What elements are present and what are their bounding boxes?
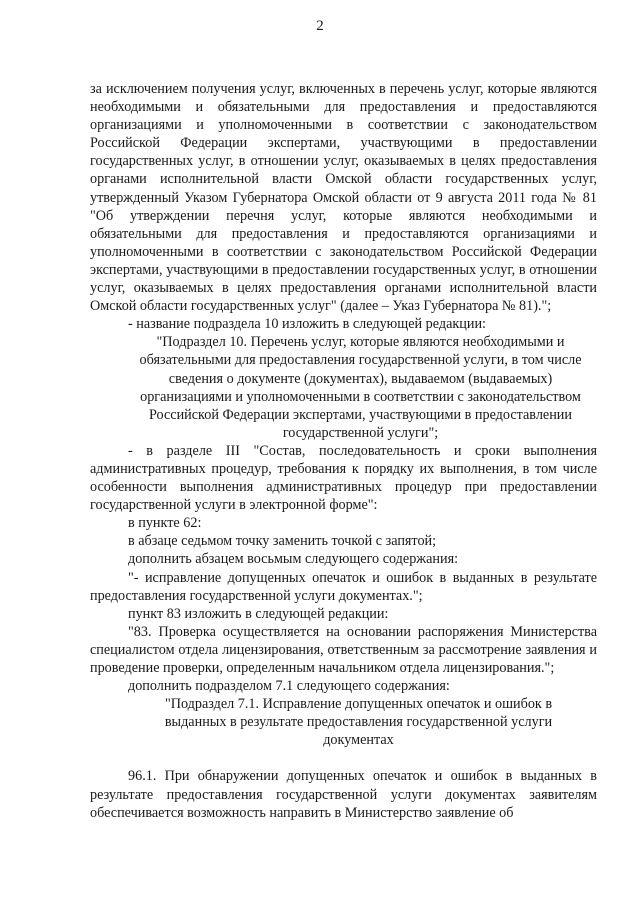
paragraph-correction-text: "- исправление допущенных опечаток и ошибок в выданных в результате предоставления государственной услуги документах.";: [90, 569, 597, 604]
document-body: [90, 80, 597, 822]
paragraph-96-1: 96.1. При обнаружении допущенных опечаток и ошибок в выданных в результате предоставления государственной услуги документах заявителям обеспечивается возможность направить в Министерство заявление об: [90, 768, 597, 821]
paragraph-item-62: в пункте 62:: [128, 515, 202, 532]
page-number: 2: [316, 18, 324, 34]
paragraph-add-subsection-7-1: дополнить подразделом 7.1 следующего содержания:: [128, 678, 450, 695]
paragraph-paragraph-seven: в абзаце седьмом точку заменить точкой с запятой;: [128, 533, 437, 550]
paragraph-subsection-10-instruction: - название подраздела 10 изложить в следующей редакции:: [128, 316, 486, 333]
paragraph-item-83-instruction: пункт 83 изложить в следующей редакции:: [128, 605, 389, 622]
paragraph-exceptions: за исключением получения услуг, включенных в перечень услуг, которые являются необходимыми и обязательными для предоставления и предоставляются организациями и уполномоченными в соответствии с законодательством Российской Федерации экспертами, участвующими в предоставлении государственных услуг, в отношении услуг, оказываемых в целях предоставления органами исполнительной власти Омской области государственных услуг, утвержденный Указом Губернатора Омской области от 9 августа 2011 года № 81 "Об утверждении перечня услуг, которые являются необходимыми и обязательными для предоставления и предоставляются организациями и уполномоченными в соответствии с законодательством Российской Федерации экспертами, участвующими в предоставлении государственных услуг, в отношении услуг, оказываемых в целях предоставления органами исполнительной власти Омской области государственных услуг" (далее – Указ Губернатора № 81).";: [90, 81, 597, 315]
subsection-10-heading: "Подраздел 10. Перечень услуг, которые являются необходимыми и обязательными для предоставления государственной услуги, в том числе сведения о документе (документах), выдаваемом (выдаваемых) организациями и уполномоченными в соответствии с законодательством Российской Федерации экспертами, участвующими в предоставлении государственной услуги";: [139, 334, 582, 441]
subsection-7-1-heading: "Подраздел 7.1. Исправление допущенных опечаток и ошибок в выданных в результате предоставления государственной услуги документах: [164, 696, 553, 749]
paragraph-add-paragraph-eight: дополнить абзацем восьмым следующего содержания:: [128, 551, 459, 568]
paragraph-item-83-text: "83. Проверка осуществляется на основании распоряжения Министерства специалистом отдела лицензирования, ответственным за рассмотрение заявления и проведение проверки, определенным начальником отдела лицензирования.";: [90, 623, 597, 676]
paragraph-section-3-instruction: - в разделе III "Состав, последовательность и сроки выполнения административных процедур, требования к порядку их выполнения, в том числе особенности выполнения административных процедур при предоставлении государственной услуги в электронной форме":: [90, 442, 597, 514]
